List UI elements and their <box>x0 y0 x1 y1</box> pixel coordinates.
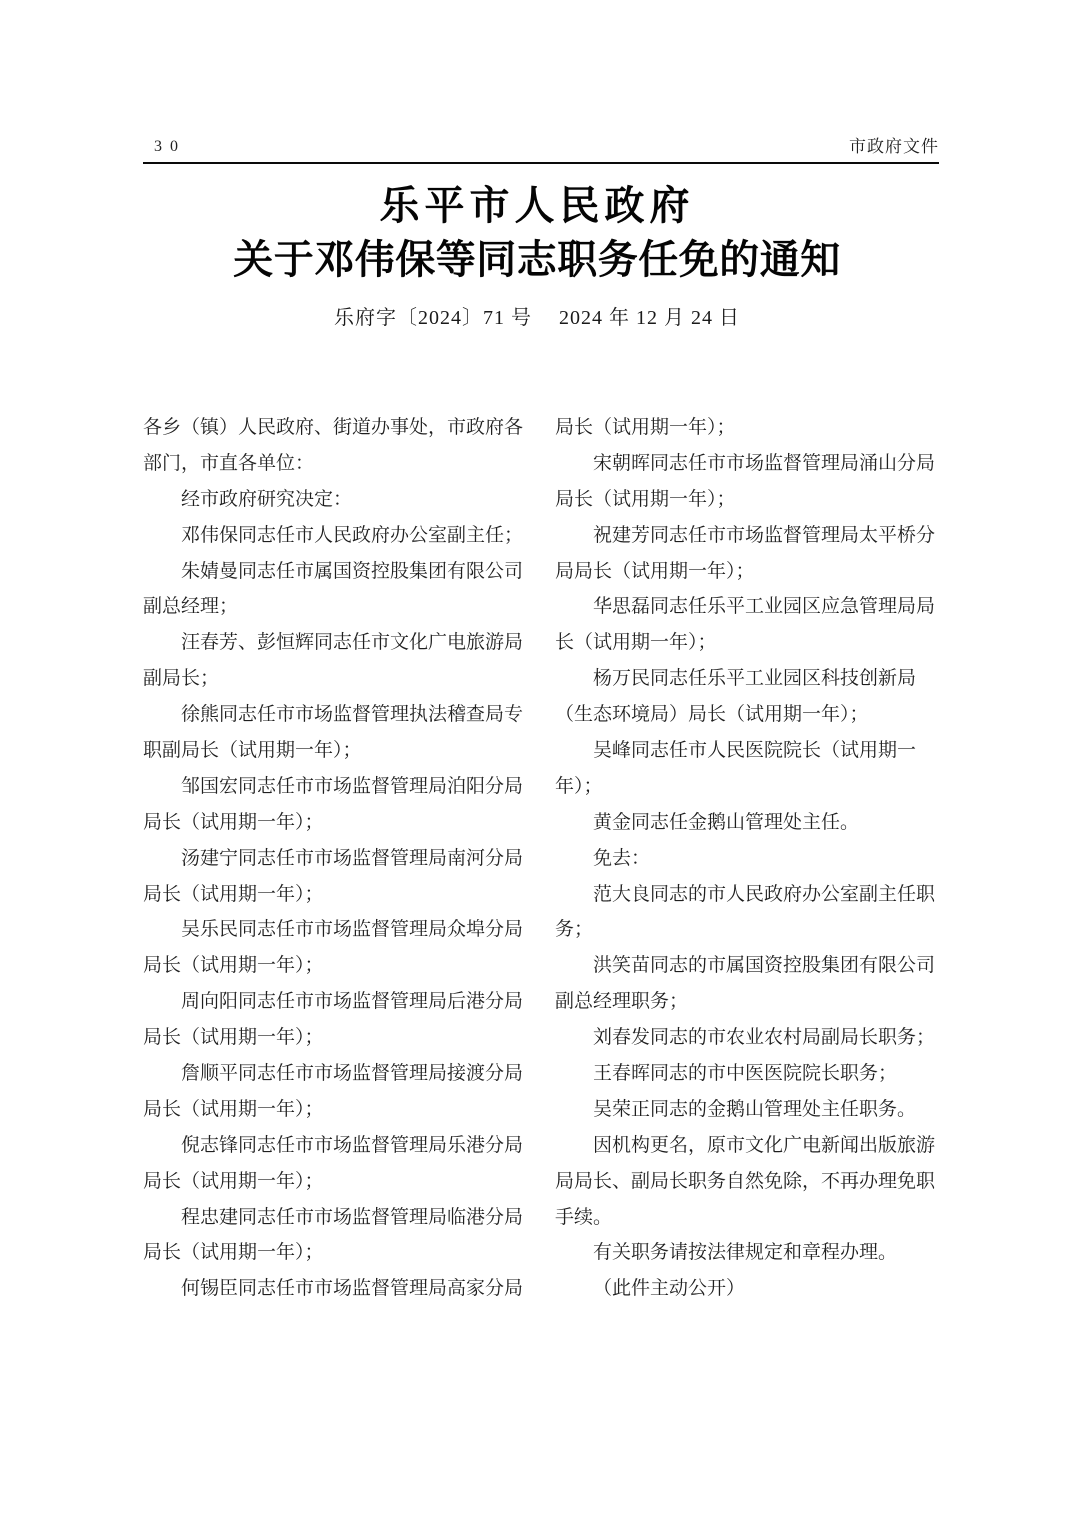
body-text-line: 刘春发同志的市农业农村局副局长职务； <box>593 1027 936 1049</box>
body-text-line: 洪笑苗同志的市属国资控股集团有限公司 <box>593 955 936 977</box>
body-text-line: 因机构更名，原市文化广电新闻出版旅游 <box>593 1134 936 1156</box>
body-left-column <box>143 410 523 1307</box>
body-text-line: 吴乐民同志任市市场监督管理局众埠分局 <box>181 919 524 941</box>
body-columns <box>143 410 935 1307</box>
header-rule <box>143 162 939 164</box>
body-text-line: 祝建芳同志任市市场监督管理局太平桥分 <box>593 524 936 546</box>
page-number: 3 0 <box>154 138 180 155</box>
body-text-line: 詹顺平同志任市市场监督管理局接渡分局 <box>181 1063 524 1085</box>
body-text-line: 程忠建同志任市市场监督管理局临港分局 <box>181 1206 524 1228</box>
body-text-line: 局长（试用期一年）； <box>143 955 324 977</box>
body-text-line: 局长（试用期一年）； <box>555 417 736 438</box>
title-line-1: 乐平市人民政府 <box>379 183 695 228</box>
body-text-line: 局长（试用期一年）； <box>555 488 736 510</box>
body-text-line: 黄金同志任金鹅山管理处主任。 <box>593 811 860 833</box>
body-text-line: 王春晖同志的市中医医院院长职务； <box>593 1063 898 1085</box>
body-text-line: 周向阳同志任市市场监督管理局后港分局 <box>181 991 524 1013</box>
body-text-line: 邓伟保同志任市人民政府办公室副主任； <box>181 524 524 546</box>
body-text-line: 有关职务请按法律规定和章程办理。 <box>593 1242 898 1264</box>
body-text-line: 手续。 <box>555 1206 613 1228</box>
body-text-line: 年）； <box>555 775 603 797</box>
body-text-line: 何锡臣同志任市市场监督管理局高家分局 <box>181 1278 524 1300</box>
body-text-line: 局长（试用期一年）； <box>143 1170 324 1192</box>
body-text-line: 吴荣正同志的金鹅山管理处主任职务。 <box>593 1098 917 1120</box>
body-text-line: 杨万民同志任乐平工业园区科技创新局 <box>593 668 917 690</box>
body-right-column <box>555 410 935 1307</box>
body-text-line: 局局长、副局长职务自然免除，不再办理免职 <box>555 1170 936 1192</box>
body-text-line: （生态环境局）局长（试用期一年）； <box>555 704 869 726</box>
body-text-line: 邹国宏同志任市市场监督管理局泊阳分局 <box>181 775 524 797</box>
body-text-line: 汪春芳、彭恒辉同志任市文化广电旅游局 <box>181 632 524 654</box>
body-text-line: 局长（试用期一年）； <box>143 883 324 905</box>
body-text-line: 徐熊同志任市市场监督管理执法稽查局专 <box>181 704 524 726</box>
body-text-line: 范大良同志的市人民政府办公室副主任职 <box>593 883 936 905</box>
document-number-date: 乐府字〔2024〕71 号 2024 年 12 月 24 日 <box>334 307 740 329</box>
body-text-line: 局长（试用期一年）； <box>143 811 324 833</box>
body-text-line: 副局长； <box>143 668 220 690</box>
page-header <box>143 132 939 160</box>
body-text-line: 倪志锋同志任市市场监督管理局乐港分局 <box>181 1134 524 1156</box>
body-text-line: （此件主动公开） <box>593 1278 746 1300</box>
body-text-line: 局长（试用期一年）； <box>143 1027 324 1049</box>
document-title <box>0 179 1074 287</box>
body-text-line: 职副局长（试用期一年）； <box>143 740 362 762</box>
body-text-line: 副总经理； <box>143 596 239 618</box>
body-text-line: 免去： <box>593 847 651 869</box>
body-text-line: 朱婧曼同志任市属国资控股集团有限公司 <box>181 560 524 582</box>
body-text-line: 汤建宁同志任市市场监督管理局南河分局 <box>181 847 524 869</box>
body-text-line: 宋朝晖同志任市市场监督管理局涌山分局 <box>593 452 936 474</box>
body-text-line: 长（试用期一年）； <box>555 632 717 654</box>
body-text-line: 务； <box>555 919 594 941</box>
body-text-line: 副总经理职务； <box>555 991 689 1013</box>
title-line-2: 关于邓伟保等同志职务任免的通知 <box>233 237 841 282</box>
body-text-line: 局长（试用期一年）； <box>143 1242 324 1264</box>
header-doc-category: 市政府文件 <box>849 137 939 156</box>
body-text-line: 局局长（试用期一年）； <box>555 560 755 582</box>
body-text-line: 局长（试用期一年）； <box>143 1098 324 1120</box>
body-text-line: 各乡（镇）人民政府、街道办事处，市政府各 <box>143 417 524 438</box>
body-text-line: 吴峰同志任市人民医院院长（试用期一 <box>593 740 917 762</box>
body-text-line: 部门，市直各单位： <box>143 452 315 474</box>
body-text-line: 华思磊同志任乐平工业园区应急管理局局 <box>593 596 936 618</box>
body-text-line: 经市政府研究决定： <box>181 488 353 510</box>
